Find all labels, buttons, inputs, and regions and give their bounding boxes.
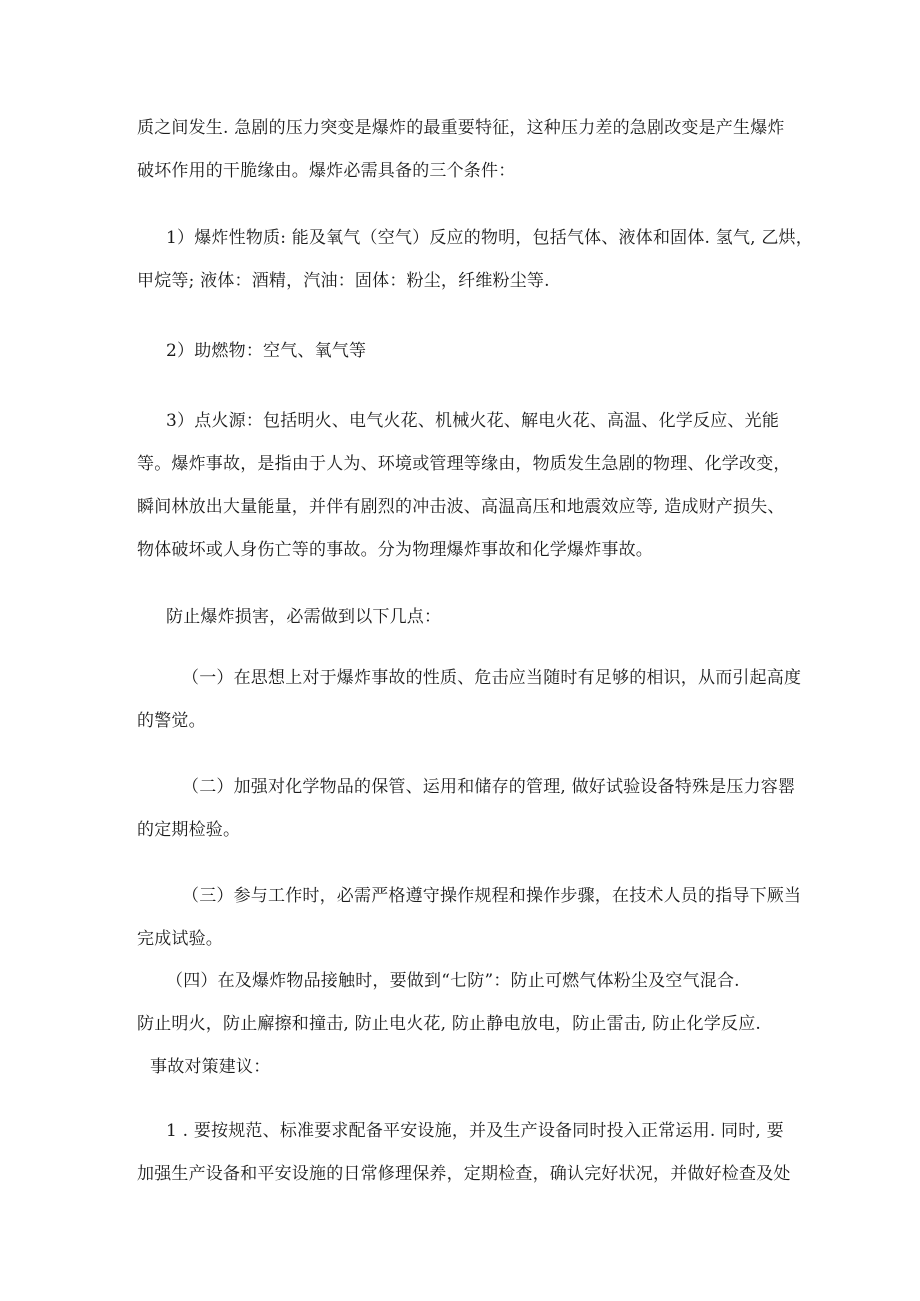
text-line: 2）助燃物：空气、氧气等 <box>166 341 367 361</box>
text-line: （三）参与工作时，必需严格遵守操作规程和操作步骤，在技术人员的指导下厥当 <box>182 886 802 906</box>
text-line: （二）加强对化学物品的保管、运用和储存的管理, 做好试验设备特殊是压力容罂 <box>182 777 796 797</box>
text-line: 的警觉。 <box>137 711 206 731</box>
text-line: 加强生产设备和平安设施的日常修理保养，定期检查，确认完好状况，并做好检查及处 <box>137 1164 791 1184</box>
text-line: 的定期检验。 <box>137 820 241 840</box>
text-line: 3）点火源：包括明火、电气火花、机械火花、解电火花、高温、化学反应、光能 <box>166 411 780 431</box>
text-line: 防止明火，防止廨擦和撞击, 防止电火花, 防止静电放电，防止雷击, 防止化学反应. <box>137 1014 762 1034</box>
text-line: 完成试验。 <box>137 929 223 949</box>
text-line: 1）爆炸性物质: 能及氧气（空气）反应的物明，包括气体、液体和固体. 氢气, 乙烘， <box>166 228 813 248</box>
text-line: 甲烷等; 液体：酒精，汽油：固体：粉尘，纤维粉尘等. <box>137 271 550 291</box>
text-line: 等。爆炸事故，是指由于人为、环境或管理等缘由，物质发生急剧的物理、化学改变， <box>137 454 791 474</box>
text-line: 防止爆炸损害，必需做到以下几点： <box>166 607 442 627</box>
text-line: （四）在及爆炸物品接触时，要做到“七防”：防止可燃气体粉尘及空气混合. <box>166 971 740 991</box>
text-line: 破坏作用的干脆缘由。爆炸必需具备的三个条件： <box>137 161 516 181</box>
text-line: 瞬间林放出大量能量，并伴有剧烈的冲击波、高温高压和地震效应等, 造成财产损失、 <box>137 497 785 517</box>
text-line: 质之间发生. 急剧的压力突变是爆炸的最重要特征，这种压力差的急剧改变是产生爆炸 <box>137 118 785 138</box>
text-line: 物体破坏或人身伤亡等的事故。分为物理爆炸事故和化学爆炸事故。 <box>137 540 653 560</box>
text-line: （一）在思想上对于爆炸事故的性质、危击应当随时有足够的相识，从而引起高度 <box>182 668 802 688</box>
text-line: 1 . 要按规范、标准要求配备平安设施，并及生产设备同时投入正常运用. 同时, 要 <box>166 1121 784 1141</box>
text-line: 事故对策建议： <box>150 1057 271 1077</box>
